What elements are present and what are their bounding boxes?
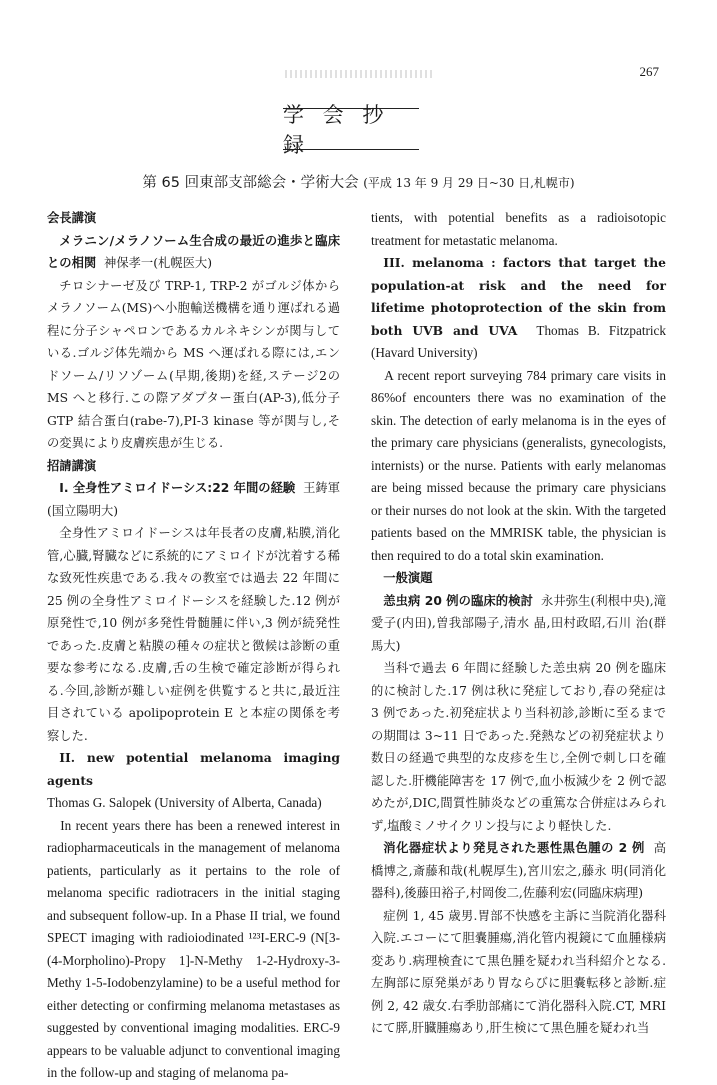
section-title: 学 会 抄 録 [283,108,419,150]
abstract-title: 恙虫病 20 例の臨床的検討 [383,593,533,608]
right-column [371,207,666,1040]
abstract-general-2 [371,837,666,905]
abstract-general-1 [371,590,666,658]
abstract-body: In recent years there has been a renewed interest in radiopharmaceuticals in the management of melanoma patients, particularly as it pertains to the role of melanoma specific radiotracers in the initial staging and subsequent follow-up. In a Phase II trial, we found SPECT imaging with radioiodinated ¹²³I-ERC-9 (N[3-(4-Morpholino)-Propy 1]-N-Methy 1-2-Hydroxy-3-Methy 1-5-Iodobenzylamine) to be a useful method for either detecting or confirming melanoma metastases as suggested by conventional imaging modalities. ERC-9 appears to be valuable adjunct to conventional imaging in the follow-up and staging of melanoma pa- [47,817,340,1080]
abstract-title: メラニン/メラノソーム生合成の最近の進歩と臨床との相関 [47,233,340,270]
abstract-author: 王鋳軍(国立陽明大) [47,481,340,518]
abstract-title: III. melanoma : factors that target the population-at risk and the need for lifetime photoprotection of the skin from both UVB and UVA [371,255,666,338]
abstract-title: II. new potential melanoma imaging agents [47,750,340,788]
abstract-author: 神保孝一(札幌医大) [104,256,213,270]
abstract-presidential [47,230,340,275]
abstract-author: Thomas G. Salopek (University of Alberta, Canada) [47,795,322,810]
scan-noise [285,70,435,78]
conference-dates: (平成 13 年 9 月 29 日~30 日,札幌市) [363,176,575,190]
abstract-body: A recent report surveying 784 primary care visits in 86%of encounters there was no examination of the skin. The detection of early melanoma is in the eyes of the primary care physicians (generalists, gynecologists, internists) or the nurse. Patients with early melanomas are being missed because the primary care physicians or their nurses do not look at the skin. With the targeted patients based on the MMRISK table, the physician is then required to do a total skin examination. [371,367,666,563]
left-column [47,207,340,1085]
heading-presidential-lecture: 会長講演 [47,211,97,225]
abstract-body: 症例 1, 45 歳男.胃部不快感を主訴に当院消化器科入院.エコーにて胆嚢腫瘍,消化管内視鏡にて血腫様病変あり.病理検査にて黒色腫を疑われ当科紹介となる.左胸部に原発巣があり胃ならびに胆嚢転移と診断.症例 2, 42 歳女.右季肋部痛にて消化器科入院.CT, MRI にて膵,肝臓腫瘍あり,肝生検にて黒色腫を疑われ当 [371,908,666,1035]
abstract-body: チロシナーゼ及び TRP-1, TRP-2 がゴルジ体からメラノソーム(MS)へ小胞輸送機構を通り運ばれる過程に分子シャペロンであるカルネキシンが関与している.ゴルジ体先端から MS へ運ばれる際には,エンドソーム/リソゾーム(早期,後期)を経,ステージ2の MS へと移行.この際アダプター蛋白(AP-3),低分子 GTP 結合蛋白(rabe-7),PI-3 kinase 等が関与し,その変異により皮膚疾患が生じる. [47,278,340,450]
heading-general-presentations: 一般演題 [383,571,433,585]
abstract-invited-1 [47,477,340,522]
abstract-invited-2-title [47,747,340,792]
abstract-body-continued: tients, with potential benefits as a radioisotopic treatment for metastatic melanoma. [371,210,666,248]
page-number: 267 [639,64,659,79]
conference-heading [0,171,717,192]
heading-invited-lecture: 招請講演 [47,458,97,473]
abstract-authors: 永井弥生(利根中央),滝 愛子(内田),曽我部陽子,清水 晶,田村政昭,石川 治(群馬大) [371,593,666,653]
abstract-authors: 高橋博之,斎藤和哉(札幌厚生),宮川宏之,藤永 明(同消化器科),後藤田裕子,村岡俊二,佐藤利宏(同臨床病理) [371,841,666,900]
abstract-invited-3 [371,252,666,365]
abstract-author: Thomas B. Fitzpatrick (Havard University) [371,322,666,360]
abstract-title: I. 全身性アミロイドーシス:22 年間の経験 [59,481,296,495]
abstract-body: 全身性アミロイドーシスは年長者の皮膚,粘膜,消化管,心臓,腎臓などに系統的にアミロイドが沈着する稀な致死性疾患である.我々の教室では過去 22 年間に 25 例の全身性アミロイドーシスを経験した.12 例が原発性で,10 例が多発性骨髄腫に伴い,3 例が続発性であった.皮膚と粘膜の種々の症状と徴候は診断の重要な参考になる.皮膚,舌の生検で確定診断が得られる.今回,診断が難しい症例を供覧すると共に,最近注目されている apolipoprotein E と本症の関係を考察した. [47,526,340,743]
conference-name: 第 65 回東部支部総会・学術大会 [142,175,359,191]
abstract-title: 消化器症状より発見された悪性黒色腫の 2 例 [383,841,645,855]
abstract-body: 当科で過去 6 年間に経験した恙虫病 20 例を臨床的に検討した.17 例は秋に発症しており,春の発症は 3 例であった.初発症状より当科初診,診断に至るまでの期間は 3~11 日であった.発熱などの初発症状より数日の経過で典型的な皮疹を生じ,全例で刺し口を確認した.肝機能障害を 17 例で,血小板減少を 2 例で認めたが,DIC,間質性肺炎などの重篤な合併症はみられず,塩酸ミノサイクリン投与により軽快した. [371,661,666,833]
